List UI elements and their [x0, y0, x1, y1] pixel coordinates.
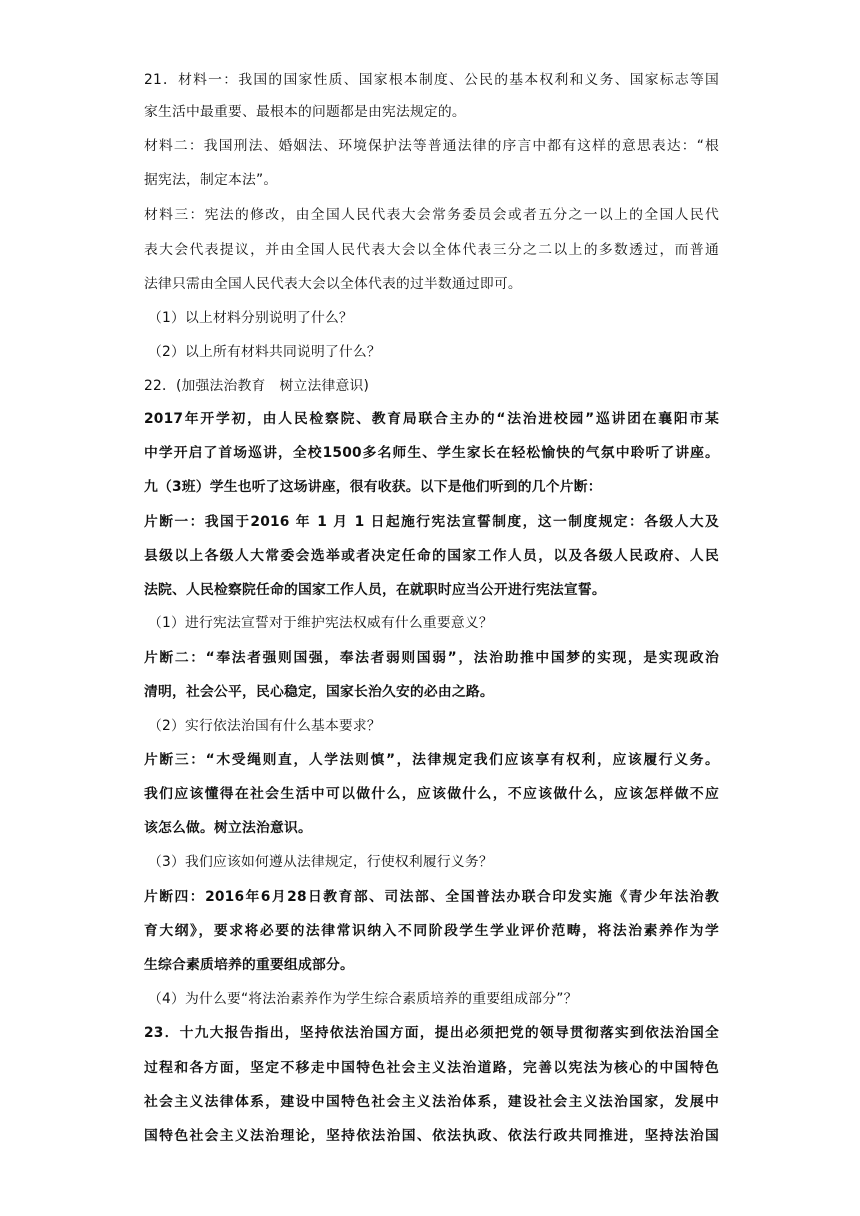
- q22-fragment-1-line-2: 县级以上各级人大常委会选举或者决定任命的国家工作人员，以及各级人民政府、人民: [144, 548, 719, 564]
- q22-sub-question-1: （1）进行宪法宣誓对于维护宪法权威有什么重要意义？: [148, 615, 493, 631]
- q22-intro-line-2: 中学开启了首场巡讲，全校1500多名师生、学生家长在轻松愉快的气氛中聆听了讲座。: [144, 445, 719, 461]
- q23-line-4: 国特色社会主义法治理论，坚持依法治国、依法执政、依法行政共同推进，坚持法治国: [144, 1128, 719, 1144]
- q22-fragment-1-line-1: 片断一：我国于2016 年 1 月 1 日起施行宪法宣誓制度，这一制度规定：各级人大及: [144, 514, 719, 530]
- q21-material-2-line-1: 材料二：我国刑法、婚姻法、环境保护法等普通法律的序言中都有这样的意思表达：“根: [144, 138, 719, 154]
- q23-line-1: 23．十九大报告指出，坚持依法治国方面，提出必须把党的领导贯彻落实到依法治国全: [144, 1025, 719, 1041]
- q22-fragment-1-line-3: 法院、人民检察院任命的国家工作人员，在就职时应当公开进行宪法宣誓。: [144, 582, 606, 598]
- q22-fragment-4-line-3: 生综合素质培养的重要组成部分。: [144, 957, 354, 973]
- q22-fragment-2-line-1: 片断二：“奉法者强则国强，奉法者弱则国弱”，法治助推中国梦的实现，是实现政治: [144, 650, 719, 666]
- q22-fragment-3-line-2: 我们应该懂得在社会生活中可以做什么，应该做什么，不应该做什么，应该怎样做不应: [144, 786, 719, 802]
- q23-line-3: 社会主义法律体系，建设中国特色社会主义法治体系，建设社会主义法治国家，发展中: [144, 1094, 719, 1110]
- q22-intro-line-3: 九（3班）学生也听了这场讲座，很有收获。以下是他们听到的几个片断：: [144, 479, 602, 495]
- q22-fragment-4-line-1: 片断四：2016年6月28日教育部、司法部、全国普法办联合印发实施《青少年法治教: [144, 889, 719, 905]
- q21-sub-question-2: （2）以上所有材料共同说明了什么？: [148, 344, 381, 360]
- q22-sub-question-2: （2）实行依法治国有什么基本要求？: [148, 718, 381, 734]
- q23-line-2: 过程和各方面，坚定不移走中国特色社会主义法治道路，完善以宪法为核心的中国特色: [144, 1060, 719, 1076]
- q22-fragment-4-line-2: 育大纲》，要求将必要的法律常识纳入不同阶段学生学业评价范畴，将法治素养作为学: [144, 923, 719, 939]
- q21-material-3-line-3: 法律只需由全国人民代表大会以全体代表的过半数通过即可。: [144, 276, 522, 292]
- q21-material-3-line-2: 表大会代表提议，并由全国人民代表大会以全体代表三分之二以上的多数透过，而普通: [144, 242, 719, 258]
- q21-sub-question-1: （1）以上材料分别说明了什么？: [148, 310, 353, 326]
- q22-sub-question-3: （3）我们应该如何遵从法律规定，行使权利履行义务？: [148, 854, 493, 870]
- q22-fragment-3-line-3: 该怎么做。树立法治意识。: [144, 820, 312, 836]
- q22-intro-line-1: 2017年开学初，由人民检察院、教育局联合主办的“法治进校园”巡讲团在襄阳市某: [144, 411, 719, 427]
- q21-line-2: 家生活中最重要、最根本的问题都是由宪法规定的。: [144, 104, 466, 120]
- q22-sub-question-4: （4）为什么要“将法治素养作为学生综合素质培养的重要组成部分”？: [148, 991, 578, 1007]
- q21-material-2-line-2: 据宪法，制定本法”。: [144, 172, 278, 188]
- q21-material-3-line-1: 材料三：宪法的修改，由全国人民代表大会常务委员会或者五分之一以上的全国人民代: [144, 207, 719, 223]
- q22-heading: 22．(加强法治教育 树立法律意识): [144, 378, 370, 394]
- q22-fragment-2-line-2: 清明，社会公平，民心稳定，国家长治久安的必由之路。: [144, 684, 494, 700]
- q22-fragment-3-line-1: 片断三：“木受绳则直，人学法则慎”，法律规定我们应该享有权利，应该履行义务。: [144, 752, 719, 768]
- q21-line-1: 21．材料一：我国的国家性质、国家根本制度、公民的基本权利和义务、国家标志等国: [144, 72, 719, 88]
